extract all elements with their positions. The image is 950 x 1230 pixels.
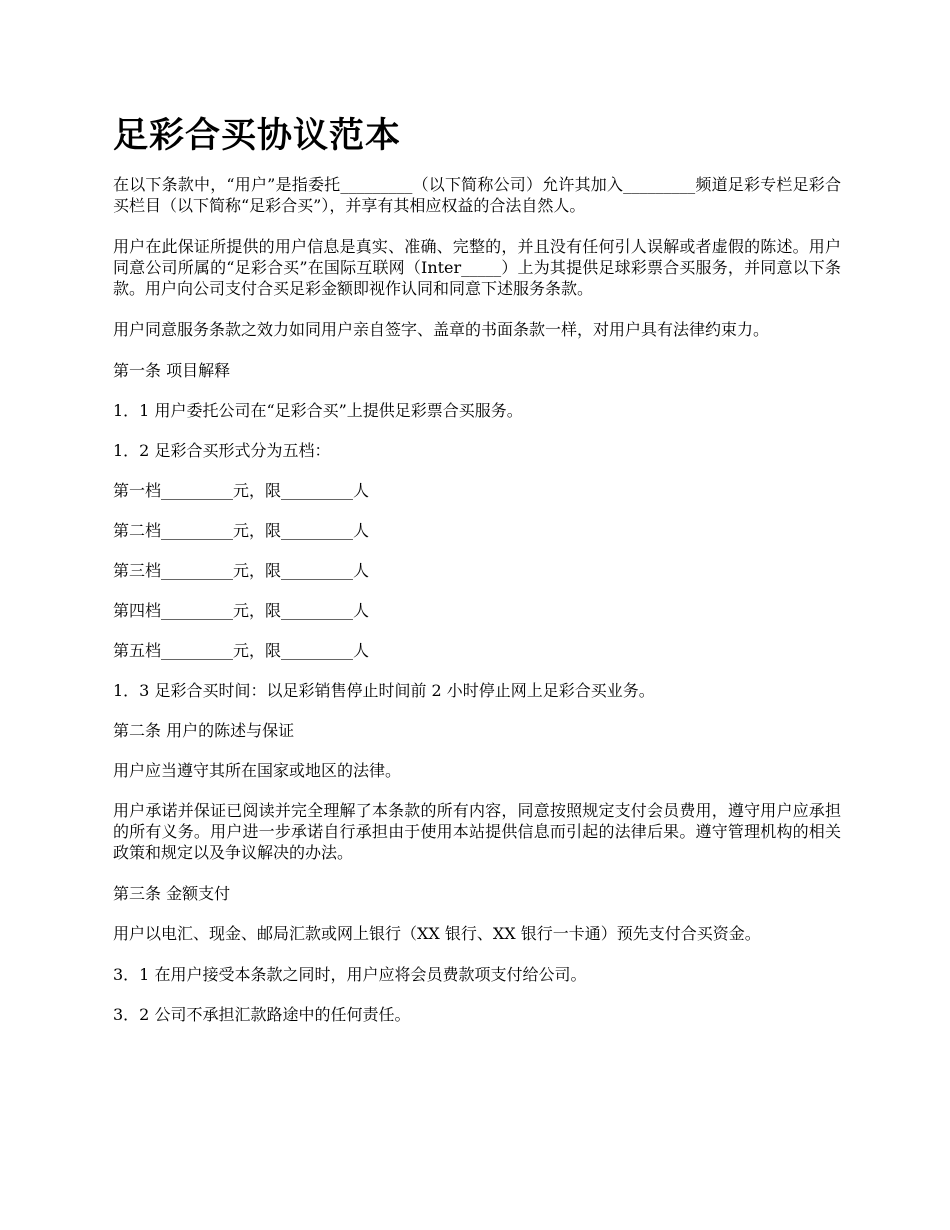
tier-1: 第一档_________元，限_________人 [113, 481, 370, 500]
clause-3-2: 3．2 公司不承担汇款路途中的任何责任。 [113, 1005, 411, 1024]
tier-3: 第三档_________元，限_________人 [113, 561, 370, 580]
paragraph-user-guarantee: 用户在此保证所提供的用户信息是真实、准确、完整的，并且没有任何引人误解或者虚假的陈述。用户同意公司所属的“足彩合买”在国际互联网（Inter_____）上为其提供足球彩票合买服务，并同意以下条款。用户向公司支付合买足彩金额即视作认同和同意下述服务条款。 [113, 237, 841, 298]
document-title: 足彩合买协议范本 [113, 116, 402, 156]
section-heading-1: 第一条 项目解释 [113, 361, 231, 380]
paragraph-definition: 在以下条款中，“用户”是指委托_________（以下简称公司）允许其加入_________频道足彩专栏足彩合买栏目（以下简称“足彩合买”），并享有其相应权益的合法自然人。 [113, 175, 841, 215]
clause-3-1: 3．1 在用户接受本条款之同时，用户应将会员费款项支付给公司。 [113, 965, 587, 984]
section-heading-3: 第三条 金额支付 [113, 884, 231, 903]
section-heading-2: 第二条 用户的陈述与保证 [113, 721, 295, 740]
tier-2: 第二档_________元，限_________人 [113, 521, 370, 540]
paragraph-payment-methods: 用户以电汇、现金、邮局汇款或网上银行（XX 银行、XX 银行一卡通）预先支付合买资金。 [113, 924, 761, 943]
clause-1-1: 1．1 用户委托公司在“足彩合买”上提供足彩票合买服务。 [113, 401, 523, 420]
document-page [113, 108, 841, 1044]
clause-1-2: 1．2 足彩合买形式分为五档： [113, 441, 331, 460]
tier-5: 第五档_________元，限_________人 [113, 641, 370, 660]
clause-1-3: 1．3 足彩合买时间：以足彩销售停止时间前 2 小时停止网上足彩合买业务。 [113, 681, 655, 700]
paragraph-user-commitment: 用户承诺并保证已阅读并完全理解了本条款的所有内容，同意按照规定支付会员费用，遵守用户应承担的所有义务。用户进一步承诺自行承担由于使用本站提供信息而引起的法律后果。遵守管理机构的相关政策和规定以及争议解决的办法。 [113, 801, 841, 862]
paragraph-legal-effect: 用户同意服务条款之效力如同用户亲自签字、盖章的书面条款一样，对用户具有法律约束力。 [113, 320, 770, 339]
tier-4: 第四档_________元，限_________人 [113, 601, 370, 620]
paragraph-obey-law: 用户应当遵守其所在国家或地区的法律。 [113, 761, 402, 780]
